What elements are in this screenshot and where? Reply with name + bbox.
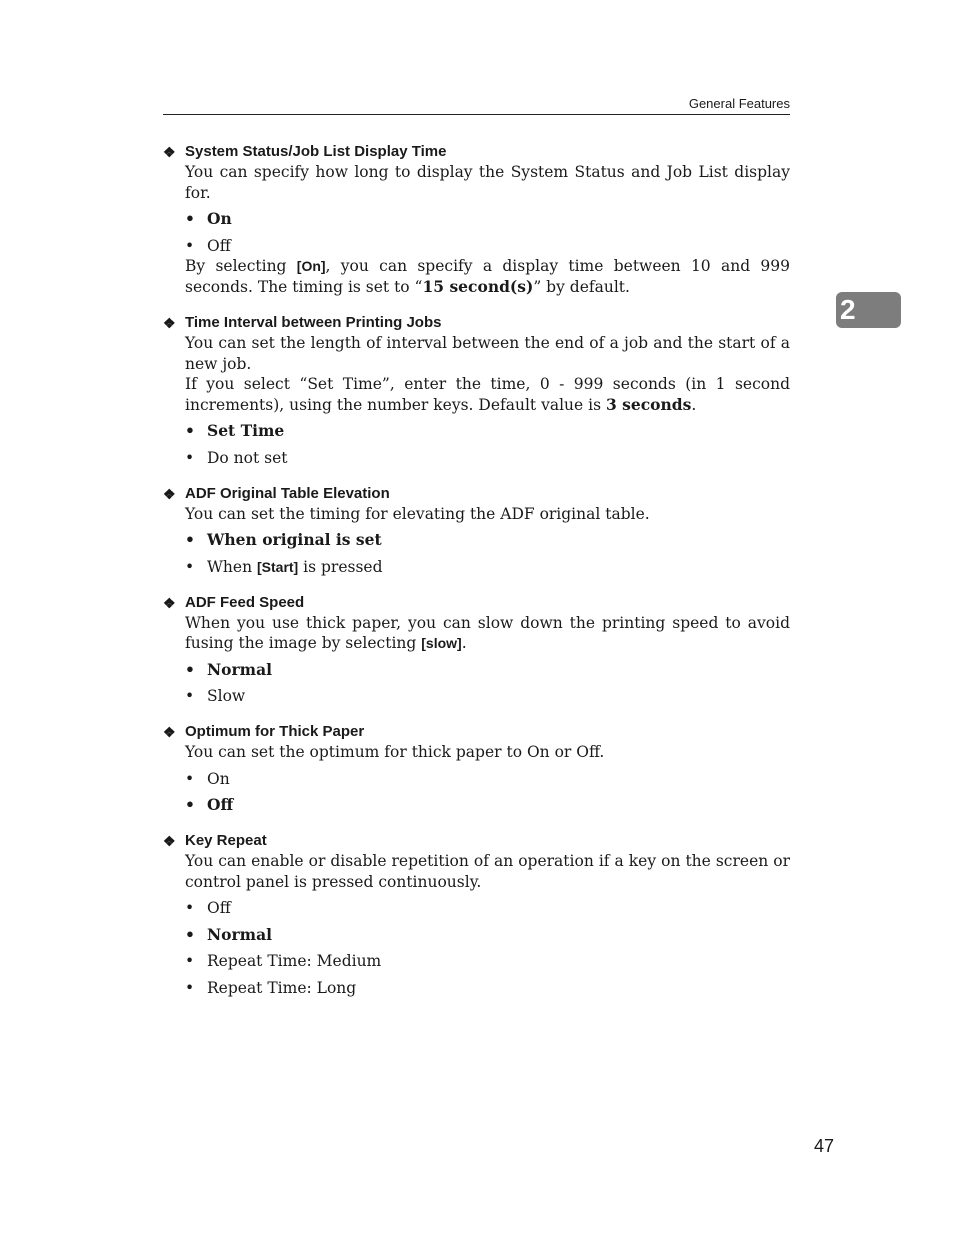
option-label: Do not set	[207, 448, 288, 467]
option-label: Off	[207, 795, 234, 814]
option-list	[185, 898, 790, 998]
page-number: 47	[813, 1136, 834, 1156]
note: By selecting [On], you can specify a display time between 10 and 999 seconds. The timing is set to “15 second(s)” by default.	[185, 257, 790, 296]
section-heading	[163, 722, 790, 742]
diamond-bullet-icon: ❖	[163, 144, 176, 160]
diamond-bullet-icon: ❖	[163, 833, 176, 849]
bullet-icon: •	[185, 924, 195, 944]
chapter-tab: 2	[836, 292, 901, 328]
option-item	[185, 769, 790, 789]
option-item	[185, 978, 790, 998]
option-item-default	[185, 660, 790, 680]
bullet-icon: •	[185, 421, 195, 440]
bullet-icon: •	[185, 448, 195, 467]
option-item	[185, 448, 790, 468]
option-item	[185, 236, 790, 256]
option-label: Off	[207, 236, 231, 255]
section-optimum-thick-paper	[163, 722, 790, 815]
key-label: [On]	[296, 258, 326, 274]
option-label: Slow	[207, 687, 246, 705]
description: You can set the timing for elevating the ADF original table.	[185, 504, 650, 523]
note: If you select “Set Time”, enter the time, 0 - 999 seconds (in 1 second increments), using the number keys. Default value is 3 seconds.	[185, 375, 790, 414]
option-label: When [Start] is pressed	[207, 557, 383, 576]
option-item-default	[185, 925, 790, 945]
option-item	[185, 557, 790, 577]
section-title: Key Repeat	[185, 832, 267, 849]
option-list	[185, 769, 790, 816]
bullet-icon: •	[185, 899, 195, 917]
bullet-icon: •	[185, 952, 195, 970]
option-label: Repeat Time: Long	[207, 978, 357, 997]
description: You can set the length of interval between the end of a job and the start of a new job.	[185, 334, 790, 373]
page-content	[163, 142, 790, 1014]
bullet-icon: •	[185, 557, 195, 576]
bullet-icon: •	[185, 659, 195, 679]
running-header: General Features	[163, 96, 790, 115]
option-item	[185, 686, 790, 706]
diamond-bullet-icon: ❖	[163, 594, 176, 611]
option-item-default	[185, 421, 790, 441]
option-label: On	[207, 209, 232, 228]
bullet-icon: •	[185, 236, 195, 255]
diamond-bullet-icon: ❖	[163, 724, 176, 740]
bullet-icon: •	[185, 978, 195, 997]
section-title: Time Interval between Printing Jobs	[185, 314, 442, 331]
section-heading	[163, 484, 790, 504]
option-label: Normal	[207, 924, 273, 944]
section-title: Optimum for Thick Paper	[185, 723, 365, 740]
option-label: Set Time	[207, 421, 285, 440]
bullet-icon: •	[185, 687, 195, 705]
section-heading	[163, 831, 790, 851]
option-list	[185, 209, 790, 256]
section-system-status-display-time	[163, 142, 790, 297]
option-label: Normal	[207, 659, 273, 679]
option-list	[185, 421, 790, 468]
section-title: ADF Feed Speed	[185, 593, 305, 611]
bullet-icon: •	[185, 769, 195, 788]
diamond-bullet-icon: ❖	[163, 315, 176, 331]
section-heading	[163, 313, 790, 333]
default-value: 3 seconds	[605, 394, 692, 414]
key-label: [Start]	[257, 558, 299, 575]
section-adf-feed-speed	[163, 593, 790, 707]
description: You can specify how long to display the System Status and Job List display for.	[185, 163, 790, 202]
description: You can enable or disable repetition of an operation if a key on the screen or control panel is pressed continuously.	[185, 852, 790, 891]
description: When you use thick paper, you can slow down the printing speed to avoid fusing the image by selecting [slow].	[185, 613, 790, 652]
option-label: Repeat Time: Medium	[207, 952, 382, 970]
section-title: System Status/Job List Display Time	[185, 143, 447, 160]
option-item	[185, 898, 790, 918]
bullet-icon: •	[185, 209, 195, 228]
section-time-interval-printing-jobs	[163, 313, 790, 468]
option-item-default	[185, 209, 790, 229]
key-label: [slow]	[421, 635, 462, 651]
bullet-icon: •	[185, 795, 195, 814]
section-adf-original-table-elevation	[163, 484, 790, 577]
section-heading	[163, 142, 790, 162]
description: You can set the optimum for thick paper to On or Off.	[185, 743, 605, 761]
option-label: On	[207, 769, 230, 788]
default-value: 15 second(s)	[422, 276, 534, 296]
section-key-repeat	[163, 831, 790, 998]
bullet-icon: •	[185, 530, 195, 549]
diamond-bullet-icon: ❖	[163, 485, 176, 502]
section-heading	[163, 593, 790, 613]
option-list	[185, 530, 790, 577]
option-label: When original is set	[207, 530, 382, 549]
option-item-default	[185, 795, 790, 815]
option-item-default	[185, 530, 790, 550]
option-item	[185, 951, 790, 971]
section-title: ADF Original Table Elevation	[185, 484, 390, 502]
option-list	[185, 660, 790, 707]
option-label: Off	[207, 899, 231, 917]
